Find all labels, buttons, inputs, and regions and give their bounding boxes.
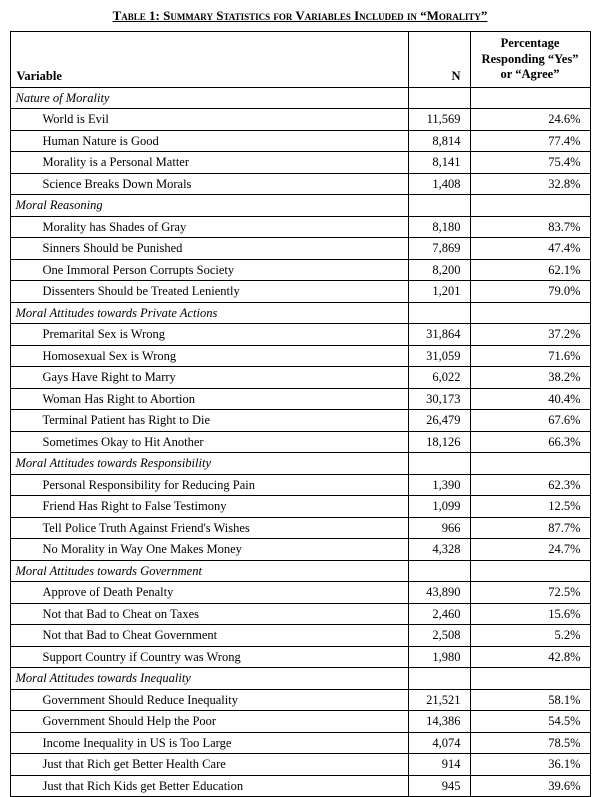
section-label: Moral Attitudes towards Government [10, 560, 408, 582]
column-header-variable: Variable [10, 32, 408, 88]
section-label: Nature of Morality [10, 87, 408, 109]
section-row [10, 195, 590, 217]
n-cell: 8,180 [408, 216, 470, 238]
variable-cell: No Morality in Way One Makes Money [10, 539, 408, 561]
table-row [10, 517, 590, 539]
variable-cell: Personal Responsibility for Reducing Pain [10, 474, 408, 496]
n-cell: 1,099 [408, 496, 470, 518]
n-cell: 8,200 [408, 259, 470, 281]
n-cell: 26,479 [408, 410, 470, 432]
table-body [10, 87, 590, 797]
n-cell: 43,890 [408, 582, 470, 604]
table-row [10, 474, 590, 496]
table-row [10, 238, 590, 260]
n-cell-empty [408, 87, 470, 109]
variable-cell: Income Inequality in US is Too Large [10, 732, 408, 754]
section-row [10, 668, 590, 690]
table-row [10, 539, 590, 561]
variable-cell: Just that Rich Kids get Better Education [10, 775, 408, 797]
n-cell: 2,460 [408, 603, 470, 625]
n-cell: 1,201 [408, 281, 470, 303]
section-label: Moral Attitudes towards Responsibility [10, 453, 408, 475]
variable-cell: Homosexual Sex is Wrong [10, 345, 408, 367]
pct-cell-empty [470, 560, 590, 582]
n-cell: 21,521 [408, 689, 470, 711]
pct-cell: 62.3% [470, 474, 590, 496]
table-row [10, 496, 590, 518]
pct-cell-empty [470, 668, 590, 690]
pct-cell: 66.3% [470, 431, 590, 453]
table-row [10, 603, 590, 625]
n-cell: 1,390 [408, 474, 470, 496]
variable-cell: Sinners Should be Punished [10, 238, 408, 260]
variable-cell: Not that Bad to Cheat Government [10, 625, 408, 647]
pct-cell-empty [470, 453, 590, 475]
pct-cell: 77.4% [470, 130, 590, 152]
table-row [10, 152, 590, 174]
n-cell: 7,869 [408, 238, 470, 260]
table-row [10, 582, 590, 604]
pct-cell: 62.1% [470, 259, 590, 281]
variable-cell: Science Breaks Down Morals [10, 173, 408, 195]
table-title [0, 8, 600, 24]
table-row [10, 345, 590, 367]
n-cell: 8,141 [408, 152, 470, 174]
variable-cell: Just that Rich get Better Health Care [10, 754, 408, 776]
pct-cell: 12.5% [470, 496, 590, 518]
column-header-percentage: Percentage Responding “Yes” or “Agree” [470, 32, 590, 88]
n-cell: 1,408 [408, 173, 470, 195]
n-cell: 18,126 [408, 431, 470, 453]
pct-cell: 87.7% [470, 517, 590, 539]
pct-cell: 36.1% [470, 754, 590, 776]
table-row [10, 367, 590, 389]
pct-cell-empty [470, 87, 590, 109]
pct-cell: 79.0% [470, 281, 590, 303]
n-cell-empty [408, 302, 470, 324]
table-row [10, 388, 590, 410]
variable-cell: Woman Has Right to Abortion [10, 388, 408, 410]
variable-cell: Approve of Death Penalty [10, 582, 408, 604]
n-cell: 31,059 [408, 345, 470, 367]
pct-cell: 83.7% [470, 216, 590, 238]
variable-cell: Human Nature is Good [10, 130, 408, 152]
variable-cell: Friend Has Right to False Testimony [10, 496, 408, 518]
table-row [10, 711, 590, 733]
pct-cell: 39.6% [470, 775, 590, 797]
table-row [10, 216, 590, 238]
n-cell: 30,173 [408, 388, 470, 410]
variable-cell: Dissenters Should be Treated Leniently [10, 281, 408, 303]
section-row [10, 560, 590, 582]
n-cell: 6,022 [408, 367, 470, 389]
variable-cell: Government Should Help the Poor [10, 711, 408, 733]
section-row [10, 453, 590, 475]
pct-cell: 75.4% [470, 152, 590, 174]
pct-cell: 78.5% [470, 732, 590, 754]
n-cell: 1,980 [408, 646, 470, 668]
pct-cell: 5.2% [470, 625, 590, 647]
table-row [10, 646, 590, 668]
n-cell: 914 [408, 754, 470, 776]
section-label: Moral Reasoning [10, 195, 408, 217]
section-label: Moral Attitudes towards Private Actions [10, 302, 408, 324]
table-row [10, 281, 590, 303]
pct-cell: 67.6% [470, 410, 590, 432]
table-row [10, 689, 590, 711]
section-row [10, 302, 590, 324]
pct-cell: 24.6% [470, 109, 590, 131]
n-cell-empty [408, 195, 470, 217]
variable-cell: One Immoral Person Corrupts Society [10, 259, 408, 281]
column-header-n: N [408, 32, 470, 88]
table-title-text: Table 1: Summary Statistics for Variables Included in “Morality” [112, 8, 488, 23]
pct-cell: 40.4% [470, 388, 590, 410]
section-label: Moral Attitudes towards Inequality [10, 668, 408, 690]
pct-cell: 24.7% [470, 539, 590, 561]
table-row [10, 259, 590, 281]
variable-cell: Sometimes Okay to Hit Another [10, 431, 408, 453]
n-cell: 31,864 [408, 324, 470, 346]
table-row [10, 410, 590, 432]
variable-cell: World is Evil [10, 109, 408, 131]
n-cell: 2,508 [408, 625, 470, 647]
table-row [10, 130, 590, 152]
pct-cell: 72.5% [470, 582, 590, 604]
pct-cell: 58.1% [470, 689, 590, 711]
table-row [10, 775, 590, 797]
section-row [10, 87, 590, 109]
table-row [10, 431, 590, 453]
n-cell-empty [408, 453, 470, 475]
variable-cell: Government Should Reduce Inequality [10, 689, 408, 711]
pct-cell: 71.6% [470, 345, 590, 367]
header-row [10, 32, 590, 88]
pct-cell-empty [470, 302, 590, 324]
table-row [10, 732, 590, 754]
pct-cell: 32.8% [470, 173, 590, 195]
pct-cell: 15.6% [470, 603, 590, 625]
n-cell: 945 [408, 775, 470, 797]
table-row [10, 625, 590, 647]
variable-cell: Morality is a Personal Matter [10, 152, 408, 174]
pct-cell: 54.5% [470, 711, 590, 733]
variable-cell: Premarital Sex is Wrong [10, 324, 408, 346]
n-cell-empty [408, 560, 470, 582]
n-cell: 11,569 [408, 109, 470, 131]
n-cell: 966 [408, 517, 470, 539]
n-cell: 14,386 [408, 711, 470, 733]
pct-cell: 38.2% [470, 367, 590, 389]
pct-cell-empty [470, 195, 590, 217]
table-header [10, 32, 590, 88]
n-cell: 8,814 [408, 130, 470, 152]
table-row [10, 173, 590, 195]
table-row [10, 324, 590, 346]
table-row [10, 109, 590, 131]
variable-cell: Morality has Shades of Gray [10, 216, 408, 238]
n-cell: 4,328 [408, 539, 470, 561]
pct-cell: 42.8% [470, 646, 590, 668]
summary-statistics-table [10, 31, 591, 797]
n-cell: 4,074 [408, 732, 470, 754]
table-row [10, 754, 590, 776]
variable-cell: Support Country if Country was Wrong [10, 646, 408, 668]
variable-cell: Gays Have Right to Marry [10, 367, 408, 389]
pct-cell: 37.2% [470, 324, 590, 346]
pct-cell: 47.4% [470, 238, 590, 260]
variable-cell: Tell Police Truth Against Friend's Wishes [10, 517, 408, 539]
variable-cell: Terminal Patient has Right to Die [10, 410, 408, 432]
n-cell-empty [408, 668, 470, 690]
variable-cell: Not that Bad to Cheat on Taxes [10, 603, 408, 625]
